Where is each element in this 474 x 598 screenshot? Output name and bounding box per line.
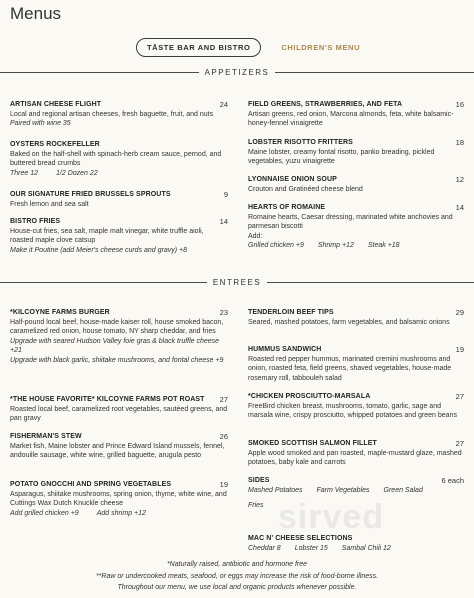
item-option: Shrimp +12 [317, 242, 354, 250]
menu-item [10, 217, 228, 255]
item-option: Green Salad [383, 486, 423, 494]
item-name: POTATO GNOCCHI AND SPRING VEGETABLES [10, 481, 172, 488]
item-name: LYONNAISE ONION SOUP [248, 176, 337, 183]
item-price: 19 [455, 345, 464, 354]
item-name: *THE HOUSE FAVORITE* KILCOYNE FARMS POT ROAST [10, 396, 205, 403]
menu-item [10, 140, 228, 178]
menu-item [10, 100, 228, 129]
item-name: SMOKED SCOTTISH SALMON FILLET [248, 440, 377, 447]
section-title-entrees: ENTREES [0, 278, 474, 287]
item-price: 23 [219, 308, 228, 317]
item-note: Upgrade with black garlic, shiitake mushrooms, and fontal cheese +9 [10, 356, 224, 364]
menu-item [248, 175, 464, 194]
watermark: sirved [278, 498, 385, 536]
item-note: Make it Poutine (add Meier's cheese curds and gravy) +8 [10, 246, 188, 254]
item-option: Farm Vegetables [316, 486, 370, 494]
menu-item [10, 395, 228, 424]
item-description: Seared, mashed potatoes, farm vegetables, and balsamic onions [248, 318, 450, 326]
item-description: Half-pound local beef, house-made kaiser roll, house smoked bacon, caramelized red onion, house tomato, NY sharp cheddar, and fries [10, 318, 224, 336]
menu-item [248, 138, 464, 167]
menu-item [248, 203, 464, 251]
menu-item [10, 432, 228, 461]
item-price: 29 [455, 308, 464, 317]
item-description: Local and regional artisan cheeses, fresh baguette, fruit, and nuts [10, 110, 214, 118]
footer-note: *Naturally raised, antibiotic and hormone free [166, 561, 308, 568]
item-option: Mashed Potatoes [248, 486, 303, 494]
item-price: 27 [455, 439, 464, 448]
item-option: Grilled chicken +9 [248, 242, 304, 250]
menu-item [248, 308, 464, 327]
item-name: LOBSTER RISOTTO FRITTERS [248, 139, 353, 146]
item-name: BISTRO FRIES [10, 218, 61, 225]
item-name: MAC N' CHEESE SELECTIONS [248, 535, 353, 542]
item-price: 24 [219, 100, 228, 109]
item-note: Paired with wine 35 [10, 120, 71, 128]
menu-item [248, 345, 464, 383]
item-option: Add grilled chicken +9 [10, 509, 79, 517]
item-name: HEARTS OF ROMAINE [248, 204, 326, 211]
section-title-appetizers: APPETIZERS [0, 68, 474, 77]
item-price: 14 [219, 217, 228, 226]
item-name: *KILCOYNE FARMS BURGER [10, 309, 110, 316]
item-add-label: Add: [248, 232, 263, 240]
item-name: HUMMUS SANDWICH [248, 346, 322, 353]
item-price: 16 [455, 100, 464, 109]
item-description: Maine lobster, creamy fontal risotto, panko breading, pickled vegetables, yuzu vinaigrette [248, 148, 435, 166]
item-name: TENDERLOIN BEEF TIPS [248, 309, 334, 316]
item-name: OUR SIGNATURE FRIED BRUSSELS SPROUTS [10, 191, 171, 198]
menu-footer [0, 559, 474, 594]
item-description: Artisan greens, red onion, Marcona almonds, feta, white balsamic-honey-fennel vinaigrette [248, 110, 454, 128]
item-price: 26 [219, 432, 228, 441]
item-option: Fries [248, 502, 264, 510]
item-price: 18 [455, 138, 464, 147]
menu-item [248, 439, 464, 468]
menu-item [10, 190, 228, 209]
item-name: ARTISAN CHEESE FLIGHT [10, 101, 102, 108]
item-name: OYSTERS ROCKEFELLER [10, 141, 100, 148]
item-option: Add shrimp +12 [96, 509, 146, 517]
page-title: Menus [10, 4, 62, 23]
item-name: *CHICKEN PROSCIUTTO-MARSALA [248, 393, 371, 400]
item-price: 19 [219, 480, 228, 489]
item-description: Roasted local beef, caramelized root vegetables, sautéed greens, and pan gravy [10, 405, 228, 423]
item-name: FISHERMAN'S STEW [10, 433, 82, 440]
item-option: 1/2 Dozen 22 [56, 169, 98, 177]
item-price: 9 [223, 190, 228, 199]
item-price: 14 [455, 203, 464, 212]
menu-item [248, 392, 464, 421]
item-description: Fresh lemon and sea salt [10, 200, 89, 208]
item-option: Lobster 15 [294, 544, 328, 552]
item-price: 27 [219, 395, 228, 404]
item-description: Apple wood smoked and pan roasted, maple-mustard glaze, mashed potatoes, baby kale and carrots [248, 449, 462, 467]
item-description: FreeBird chicken breast, mushrooms, tomato, garlic, sage and marsala wine, crispy prosciutto, whipped potatoes and green beans [248, 402, 457, 420]
item-name: SIDES [248, 477, 270, 484]
menu-item [248, 100, 464, 129]
item-description: Crouton and Gratinéed cheese blend [248, 185, 363, 193]
item-name: FIELD GREENS, STRAWBERRIES, AND FETA [248, 101, 403, 108]
item-option: Three 12 [10, 169, 39, 177]
item-price: 27 [455, 392, 464, 401]
menu-tabs [136, 38, 360, 57]
menu-item [10, 308, 228, 366]
footer-note: **Raw or undercooked meats, seafood, or eggs may increase the risk of food-borne illness. [95, 572, 379, 580]
item-description: Roasted red pepper hummus, marinated cremini mushrooms and onion, roasted feta, field greens, shaved vegetables, house-made rosemary roll, tabbouleh salad [248, 355, 452, 382]
item-price: 6 each [441, 476, 464, 485]
item-description: Market fish, Maine lobster and Prince Edward Island mussels, fennel, andouille sausage, white wine, grilled baguette, arugula pesto [10, 442, 225, 460]
item-description: House-cut fries, sea salt, maple malt vinegar, white truffle aioli, roasted maple clove catsup [10, 227, 204, 245]
footer-note: Throughout our menu, we use local and organic products whenever possible. [117, 584, 357, 591]
item-option: Steak +18 [367, 242, 400, 250]
item-price: 12 [455, 175, 464, 184]
tab-childrens-menu[interactable]: CHILDREN'S MENU [281, 43, 361, 52]
menu-item [10, 480, 228, 518]
item-option: Sambal Chili 12 [341, 544, 391, 552]
item-note: Upgrade with seared Hudson Valley foie gras & black truffle cheese +21 [10, 337, 220, 355]
item-description: Romaine hearts, Caesar dressing, marinated white anchovies and parmesan biscotti [248, 213, 453, 231]
item-option: Cheddar 8 [248, 544, 281, 552]
item-description: Asparagus, shiitake mushrooms, spring onion, thyme, white wine, and Cuttings Wax Dutch Knuckle cheese [10, 490, 227, 508]
tab-taste-bar-and-bistro[interactable]: TĀSTE BAR AND BISTRO [136, 38, 261, 57]
item-description: Baked on the half-shell with spinach-herb cream sauce, pernod, and buttered bread crumbs [10, 150, 222, 168]
